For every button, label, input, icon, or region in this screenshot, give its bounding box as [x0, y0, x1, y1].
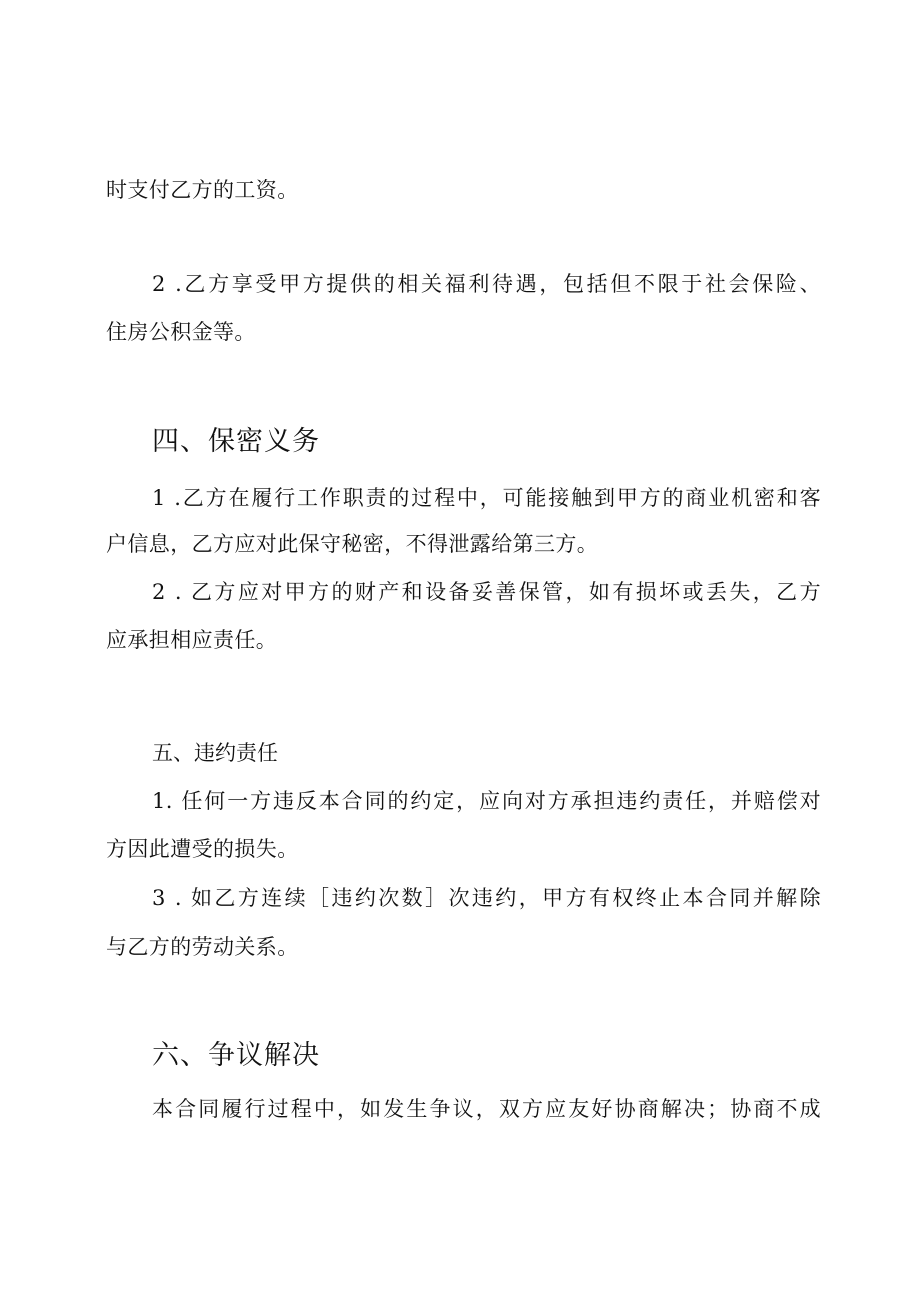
section-heading-dispute: 六、争议解决: [152, 1040, 320, 1071]
paragraph-line: 本合同履行过程中，如发生争议，双方应友好协商解决；协商不成: [152, 1097, 821, 1121]
list-item-2-line-1: 2 .乙方享受甲方提供的相关福利待遇，包括但不限于社会保险、: [152, 272, 821, 296]
list-item-1-line-1: 1 .乙方在履行工作职责的过程中，可能接触到甲方的商业机密和客: [152, 486, 821, 510]
list-item-2-line-1: 2 . 乙方应对甲方的财产和设备妥善保管，如有损坏或丢失，乙方: [152, 580, 821, 604]
section-heading-confidentiality: 四、保密义务: [152, 426, 320, 457]
section-heading-breach: 五、违约责任: [152, 741, 278, 765]
list-item-1-line-2: 户信息，乙方应对此保守秘密，不得泄露给第三方。: [106, 532, 599, 556]
list-item-1-line-2: 方因此遭受的损失。: [106, 837, 299, 861]
list-item-1-line-1: 1. 任何一方违反本合同的约定，应向对方承担违约责任，并赔偿对: [152, 789, 821, 813]
paragraph-line: 时支付乙方的工资。: [106, 178, 299, 202]
list-item-2-line-2: 应承担相应责任。: [106, 628, 278, 652]
list-item-2-line-2: 住房公积金等。: [106, 320, 256, 344]
list-item-3-line-1: 3 . 如乙方连续［违约次数］次违约，甲方有权终止本合同并解除: [152, 886, 821, 910]
list-item-3-line-2: 与乙方的劳动关系。: [106, 935, 299, 959]
